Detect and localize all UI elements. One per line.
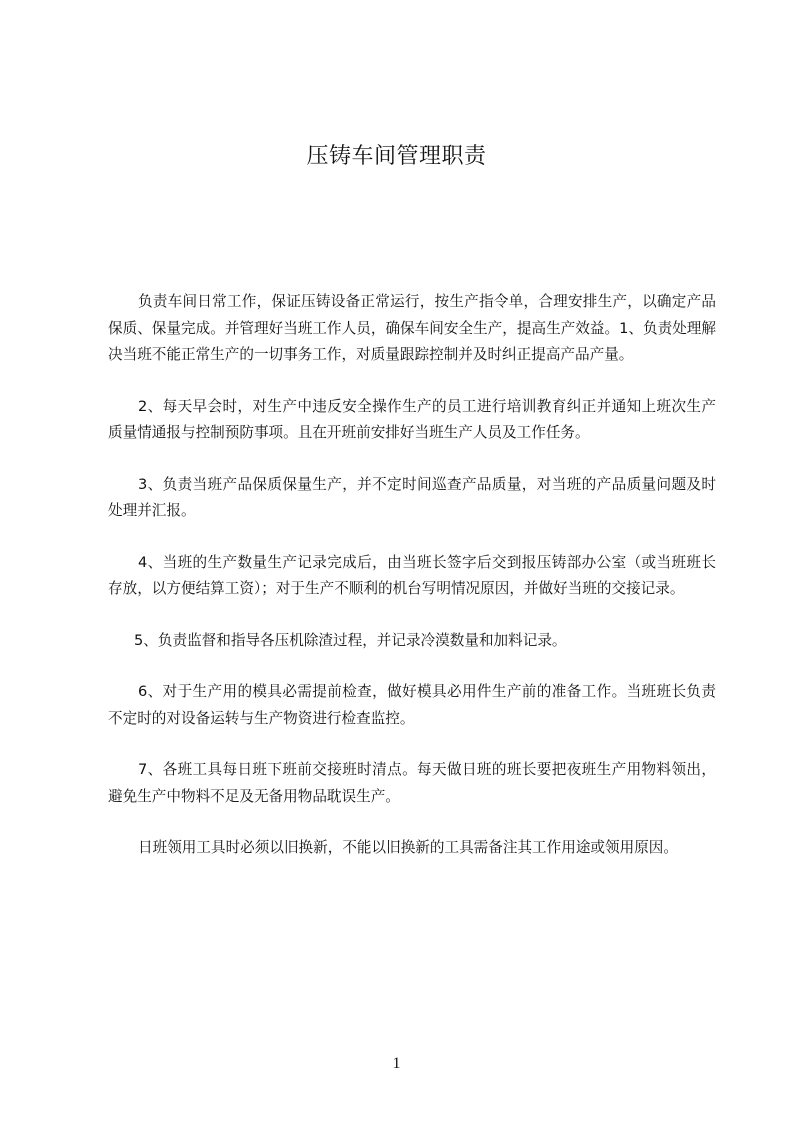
paragraph-item-4: 4、当班的生产数量生产记录完成后，由当班长签字后交到报压铸部办公室（或当班班长存放，以方便结算工资）；对于生产不顺利的机台写明情况原因，并做好当班的交接记录。 [108,553,716,597]
paragraph-item-3: 3、负责当班产品保质保量生产，并不定时间巡查产品质量，对当班的产品质量问题及时处理并汇报。 [108,475,716,519]
paragraph-item-5: 5、负责监督和指导各压机除渣过程，并记录冷漠数量和加料记录。 [134,631,567,649]
page-number: 1 [392,1055,401,1072]
paragraph-item-2: 2、每天早会时，对生产中违反安全操作生产的员工进行培训教育纠正并通知上班次生产质量情通报与控制预防事项。且在开班前安排好当班生产人员及工作任务。 [108,397,716,441]
paragraph-tool-exchange: 日班领用工具时必须以旧换新，不能以旧换新的工具需备注其工作用途或领用原因。 [138,839,678,856]
paragraph-item-6: 6、对于生产用的模具必需提前检查，做好模具必用件生产前的准备工作。当班班长负责不定时的对设备运转与生产物资进行检查监控。 [108,683,716,727]
document-body [108,289,716,887]
paragraph-intro: 负责车间日常工作，保证压铸设备正常运行，按生产指令单，合理安排生产，以确定产品保质、保量完成。并管理好当班工作人员，确保车间安全生产，提高生产效益。1、负责处理解决当班不能正常生产的一切事务工作，对质量跟踪控制并及时纠正提高产品产量。 [108,293,716,363]
paragraph-item-7: 7、各班工具每日班下班前交接班时清点。每天做日班的班长要把夜班生产用物料领出，避免生产中物料不足及无备用物品耽误生产。 [108,761,716,805]
document-title: 压铸车间管理职责 [306,144,487,169]
